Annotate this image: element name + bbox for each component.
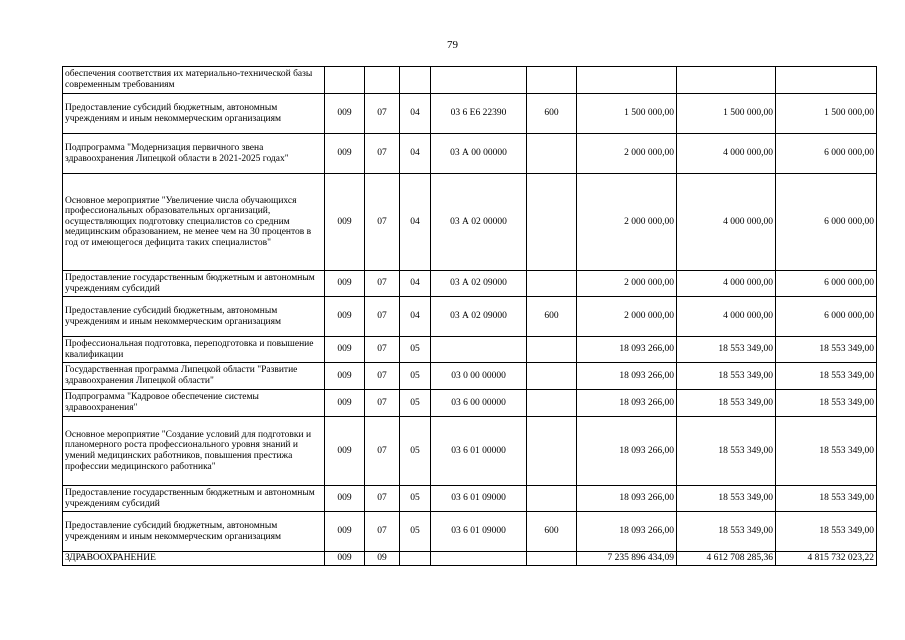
section-code-cell: 07 xyxy=(365,363,400,390)
expense-type-cell xyxy=(527,67,577,94)
section-code-cell: 07 xyxy=(365,512,400,552)
row-name-cell: Подпрограмма "Модернизация первичного звена здравоохранения Липецкой области в 2021-2025 годах" xyxy=(63,134,325,174)
ministry-code-cell: 009 xyxy=(325,94,365,134)
amount-year2-cell: 4 612 708 285,36 xyxy=(677,552,776,566)
table-row xyxy=(63,390,877,417)
amount-year3-cell: 6 000 000,00 xyxy=(776,271,877,297)
table-row xyxy=(63,417,877,486)
ministry-code-cell: 009 xyxy=(325,486,365,512)
ministry-code-cell: 009 xyxy=(325,297,365,337)
amount-year3-cell: 6 000 000,00 xyxy=(776,174,877,271)
ministry-code-cell xyxy=(325,67,365,94)
target-article-cell: 03 6 00 00000 xyxy=(431,390,527,417)
amount-year1-cell: 18 093 266,00 xyxy=(577,486,677,512)
target-article-cell: 03 А 02 00000 xyxy=(431,174,527,271)
target-article-cell: 03 6 01 09000 xyxy=(431,486,527,512)
amount-year2-cell: 4 000 000,00 xyxy=(677,134,776,174)
ministry-code-cell: 009 xyxy=(325,134,365,174)
target-article-cell xyxy=(431,67,527,94)
row-name-cell: Основное мероприятие "Увеличение числа обучающихся профессиональных образовательных организаций, осуществляющих подготовку специалистов со средним медицинским образованием, не менее чем на 30 процентов в год от имеющегося дефицита таких специалистов" xyxy=(63,174,325,271)
amount-year1-cell: 2 000 000,00 xyxy=(577,134,677,174)
subsection-code-cell xyxy=(400,552,431,566)
section-code-cell: 07 xyxy=(365,417,400,486)
amount-year1-cell xyxy=(577,67,677,94)
target-article-cell: 03 А 02 09000 xyxy=(431,271,527,297)
section-code-cell: 07 xyxy=(365,271,400,297)
subsection-code-cell: 04 xyxy=(400,297,431,337)
row-name-cell: Основное мероприятие "Создание условий для подготовки и планомерного роста профессионального уровня знаний и умений медицинских работников, повышения престижа профессии медицинского работника" xyxy=(63,417,325,486)
amount-year2-cell: 18 553 349,00 xyxy=(677,390,776,417)
subsection-code-cell xyxy=(400,67,431,94)
table-row xyxy=(63,486,877,512)
subsection-code-cell: 05 xyxy=(400,337,431,363)
row-name-cell: Предоставление государственным бюджетным и автономным учреждениям субсидий xyxy=(63,486,325,512)
section-code-cell: 09 xyxy=(365,552,400,566)
table-row xyxy=(63,174,877,271)
expense-type-cell xyxy=(527,486,577,512)
subsection-code-cell: 05 xyxy=(400,363,431,390)
amount-year2-cell: 4 000 000,00 xyxy=(677,174,776,271)
ministry-code-cell: 009 xyxy=(325,552,365,566)
amount-year1-cell: 18 093 266,00 xyxy=(577,337,677,363)
row-name-cell: Предоставление субсидий бюджетным, автономным учреждениям и иным некоммерческим организациям xyxy=(63,512,325,552)
expense-type-cell: 600 xyxy=(527,297,577,337)
amount-year1-cell: 2 000 000,00 xyxy=(577,174,677,271)
subsection-code-cell: 05 xyxy=(400,486,431,512)
amount-year3-cell xyxy=(776,67,877,94)
table-row xyxy=(63,67,877,94)
subsection-code-cell: 04 xyxy=(400,134,431,174)
section-code-cell: 07 xyxy=(365,337,400,363)
amount-year1-cell: 1 500 000,00 xyxy=(577,94,677,134)
amount-year1-cell: 2 000 000,00 xyxy=(577,297,677,337)
amount-year3-cell: 1 500 000,00 xyxy=(776,94,877,134)
section-code-cell: 07 xyxy=(365,297,400,337)
expense-type-cell xyxy=(527,271,577,297)
subsection-code-cell: 04 xyxy=(400,174,431,271)
amount-year1-cell: 18 093 266,00 xyxy=(577,512,677,552)
expense-type-cell xyxy=(527,552,577,566)
row-name-cell: Предоставление субсидий бюджетным, автономным учреждениям и иным некоммерческим организациям xyxy=(63,297,325,337)
page-number: 79 xyxy=(447,39,458,51)
target-article-cell: 03 0 00 00000 xyxy=(431,363,527,390)
row-name-cell: Предоставление субсидий бюджетным, автономным учреждениям и иным некоммерческим организациям xyxy=(63,94,325,134)
section-code-cell xyxy=(365,67,400,94)
subsection-code-cell: 05 xyxy=(400,417,431,486)
section-code-cell: 07 xyxy=(365,134,400,174)
row-name-cell: Предоставление государственным бюджетным и автономным учреждениям субсидий xyxy=(63,271,325,297)
amount-year2-cell: 1 500 000,00 xyxy=(677,94,776,134)
amount-year3-cell: 18 553 349,00 xyxy=(776,337,877,363)
amount-year1-cell: 18 093 266,00 xyxy=(577,417,677,486)
expense-type-cell xyxy=(527,174,577,271)
target-article-cell xyxy=(431,552,527,566)
table-row xyxy=(63,363,877,390)
amount-year2-cell: 18 553 349,00 xyxy=(677,363,776,390)
table-row xyxy=(63,512,877,552)
target-article-cell: 03 6 01 00000 xyxy=(431,417,527,486)
target-article-cell: 03 6 Е6 22390 xyxy=(431,94,527,134)
subsection-code-cell: 05 xyxy=(400,512,431,552)
row-name-cell: Профессиональная подготовка, переподготовка и повышение квалификации xyxy=(63,337,325,363)
expense-type-cell xyxy=(527,337,577,363)
row-name-cell: Государственная программа Липецкой области "Развитие здравоохранения Липецкой области" xyxy=(63,363,325,390)
table-row xyxy=(63,94,877,134)
subsection-code-cell: 05 xyxy=(400,390,431,417)
amount-year2-cell: 4 000 000,00 xyxy=(677,297,776,337)
table-row xyxy=(63,337,877,363)
amount-year3-cell: 4 815 732 023,22 xyxy=(776,552,877,566)
subsection-code-cell: 04 xyxy=(400,271,431,297)
row-name-cell: Подпрограмма "Кадровое обеспечение системы здравоохранения" xyxy=(63,390,325,417)
target-article-cell: 03 А 02 09000 xyxy=(431,297,527,337)
row-name-cell: ЗДРАВООХРАНЕНИЕ xyxy=(63,552,325,566)
expense-type-cell xyxy=(527,390,577,417)
ministry-code-cell: 009 xyxy=(325,390,365,417)
amount-year2-cell: 18 553 349,00 xyxy=(677,486,776,512)
table-row xyxy=(63,271,877,297)
amount-year1-cell: 18 093 266,00 xyxy=(577,363,677,390)
table-row xyxy=(63,297,877,337)
section-code-cell: 07 xyxy=(365,390,400,417)
expense-type-cell xyxy=(527,134,577,174)
expense-type-cell: 600 xyxy=(527,94,577,134)
ministry-code-cell: 009 xyxy=(325,363,365,390)
amount-year3-cell: 18 553 349,00 xyxy=(776,512,877,552)
amount-year3-cell: 18 553 349,00 xyxy=(776,417,877,486)
ministry-code-cell: 009 xyxy=(325,417,365,486)
table-row xyxy=(63,134,877,174)
amount-year3-cell: 18 553 349,00 xyxy=(776,363,877,390)
amount-year3-cell: 6 000 000,00 xyxy=(776,134,877,174)
amount-year2-cell xyxy=(677,67,776,94)
amount-year3-cell: 18 553 349,00 xyxy=(776,486,877,512)
amount-year1-cell: 2 000 000,00 xyxy=(577,271,677,297)
section-code-cell: 07 xyxy=(365,94,400,134)
subsection-code-cell: 04 xyxy=(400,94,431,134)
amount-year2-cell: 18 553 349,00 xyxy=(677,417,776,486)
ministry-code-cell: 009 xyxy=(325,512,365,552)
section-code-cell: 07 xyxy=(365,486,400,512)
target-article-cell xyxy=(431,337,527,363)
ministry-code-cell: 009 xyxy=(325,271,365,297)
amount-year2-cell: 4 000 000,00 xyxy=(677,271,776,297)
amount-year1-cell: 18 093 266,00 xyxy=(577,390,677,417)
section-code-cell: 07 xyxy=(365,174,400,271)
target-article-cell: 03 6 01 09000 xyxy=(431,512,527,552)
amount-year2-cell: 18 553 349,00 xyxy=(677,337,776,363)
amount-year1-cell: 7 235 896 434,09 xyxy=(577,552,677,566)
ministry-code-cell: 009 xyxy=(325,174,365,271)
expense-type-cell: 600 xyxy=(527,512,577,552)
ministry-code-cell: 009 xyxy=(325,337,365,363)
target-article-cell: 03 А 00 00000 xyxy=(431,134,527,174)
amount-year3-cell: 18 553 349,00 xyxy=(776,390,877,417)
row-name-cell: обеспечения соответствия их материально-технической базы современным требованиям xyxy=(63,67,325,94)
amount-year2-cell: 18 553 349,00 xyxy=(677,512,776,552)
expense-type-cell xyxy=(527,417,577,486)
amount-year3-cell: 6 000 000,00 xyxy=(776,297,877,337)
table-row xyxy=(63,552,877,566)
expense-type-cell xyxy=(527,363,577,390)
budget-table xyxy=(62,66,877,566)
